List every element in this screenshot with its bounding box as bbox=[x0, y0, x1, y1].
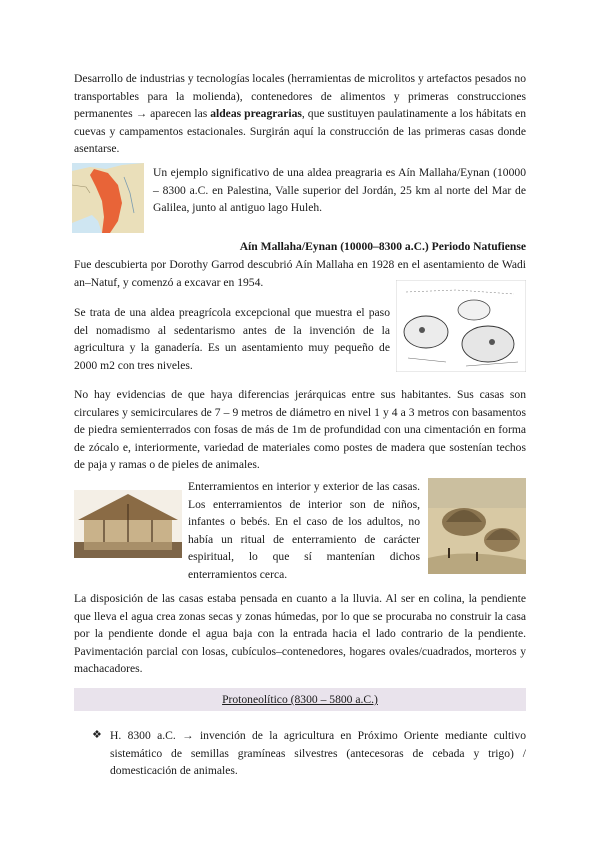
intro-text-after: , que sustituyen paulatinamente a los hábitats en cuevas y campamentos estacionales. Surgirán aquí la construcción de las primeras casas donde asentarse. bbox=[74, 107, 526, 156]
hut-section-figure bbox=[74, 490, 182, 558]
section-band-title: Protoneolítico (8300 – 5800 a.C.) bbox=[222, 693, 378, 706]
intro-paragraph bbox=[74, 70, 526, 158]
layout-paragraph: La disposición de las casas estaba pensada en cuanto a la lluvia. Al ser en colina, la pendiente que lleva el agua crea zonas secas y zonas húmedas, por lo que se procuraba no construir la casa por la pendiente donde el agua baja con la entrada hacia el lado contrario de la pendiente. Pavimentación parcial con losas, cubículos–contenedores, hogares ovales/cuadrados, morteros y machacadores. bbox=[74, 592, 526, 676]
discovery-paragraph: Fue descubierta por Dorothy Garrod descubrió Aín Mallaha en 1928 en el asentamiento de Wadi an–Natuf, y comenzó a excavar en 1954. bbox=[74, 258, 526, 289]
plan-hearth-left bbox=[419, 327, 425, 333]
levant-map-figure bbox=[72, 163, 144, 233]
intro-text-before: Desarrollo de industrias y tecnologías locales (herramientas de microlitos y artefactos pesados no transportables para la molienda), contenedores de alimentos y primeras construcciones permanentes → aparecen las bbox=[74, 72, 526, 121]
scene-sky bbox=[428, 478, 526, 508]
site-plan-figure bbox=[396, 280, 526, 372]
village-reconstruction-figure bbox=[428, 478, 526, 574]
section-pit bbox=[84, 542, 172, 550]
diamond-bullet-icon: ❖ bbox=[92, 729, 102, 741]
burials-paragraph: Enterramientos en interior y exterior de las casas. Los enterramientos de interior son de niños, infantes o bebés. En el caso de los adultos, no había un ritual de enterramiento de carácter espiritual, lo que sí mantenían dichos enterramientos cerca. bbox=[188, 480, 420, 581]
reconstruction-svg bbox=[428, 478, 526, 574]
site-plan-svg bbox=[396, 280, 526, 372]
section-heading: Aín Mallaha/Eynan (10000–8300 a.C.) Periodo Natufiense bbox=[239, 240, 526, 253]
plan-hut-small bbox=[458, 300, 490, 320]
hut-section-svg bbox=[74, 490, 182, 558]
scene-figure-1 bbox=[448, 548, 450, 558]
intro-bold-term: aldeas preagrarias bbox=[210, 107, 302, 121]
example-paragraph: Un ejemplo significativo de una aldea preagraria es Aín Mallaha/Eynan (10000 – 8300 a.C. en Palestina, Valle superior del Jordán, 25 km al norte del Mar de Galilea, junto al antiguo lago Huleh. bbox=[153, 166, 526, 215]
houses-paragraph: No hay evidencias de que haya diferencias jerárquicas entre sus habitantes. Sus casas son circulares y semicirculares de 7 – 9 metros de diámetro en nivel 1 y 4 a 3 metros con basamentos de piedra semienterrados con fosas de más de 1m de profundidad con una cimentación en forma de zócalo e, interiormente, variedad de materiales como postes de madera que sostenían techos de paja y ramas o de pieles de animales. bbox=[74, 388, 526, 472]
plan-hut-right bbox=[462, 326, 514, 362]
section-band-protoneolitico bbox=[74, 688, 526, 711]
bullet-item-1: H. 8300 a.C. → invención de la agricultura en Próximo Oriente mediante cultivo sistemático de semillas gramíneas silvestres (antecesoras de cebada y trigo) / domesticación de animales. bbox=[110, 729, 526, 778]
plan-hut-left bbox=[404, 316, 448, 348]
scene-figure-2 bbox=[476, 552, 478, 561]
levant-map-svg bbox=[72, 163, 144, 233]
village-paragraph: Se trata de una aldea preagrícola excepcional que muestra el paso del nomadismo al sedentarismo antes de la invención de la agricultura y la ganadería. Es un asentamiento muy pequeño de 2000 m2 con tres niveles. bbox=[74, 306, 390, 372]
plan-hearth-right bbox=[489, 339, 495, 345]
